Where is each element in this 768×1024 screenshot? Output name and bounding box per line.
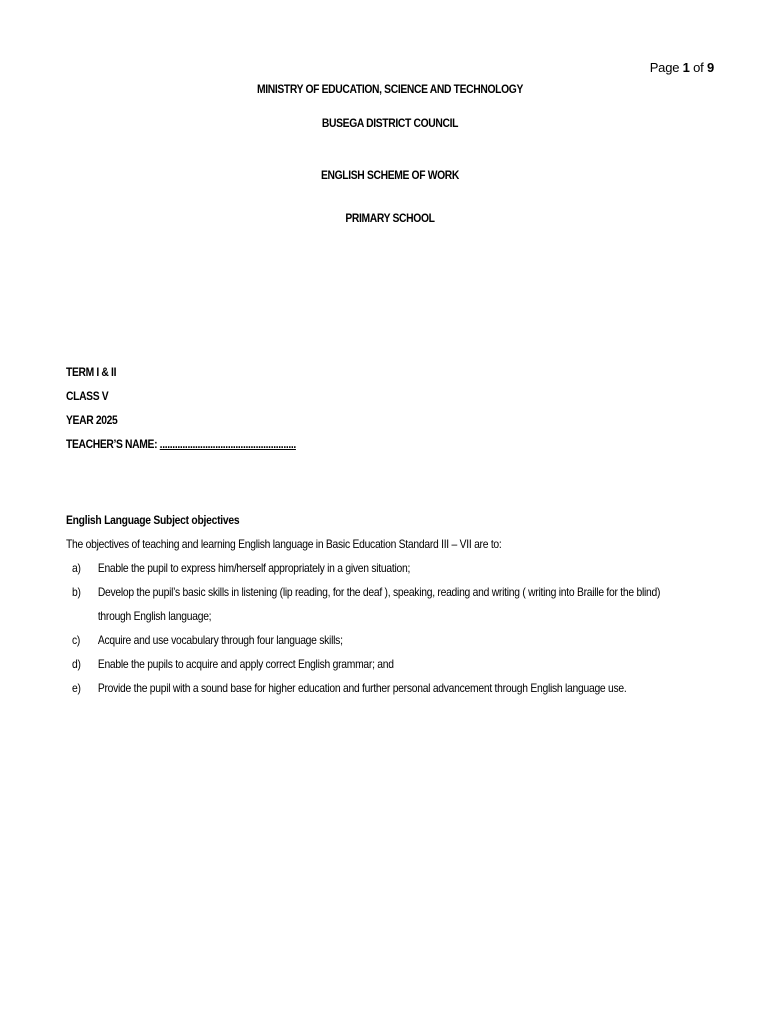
objectives-intro: The objectives of teaching and learning English language in Basic Education Standard III – VII are to: xyxy=(66,537,502,551)
page-number-total: 9 xyxy=(706,60,714,75)
teacher-name-line xyxy=(66,432,296,456)
list-item-marker: e) xyxy=(72,681,81,695)
teacher-name-label: TEACHER’S NAME: xyxy=(66,437,160,451)
page-number xyxy=(650,60,714,75)
year-line: YEAR 2025 xyxy=(66,413,118,427)
list-item-text: Acquire and use vocabulary through four language skills; xyxy=(97,633,343,647)
list-item xyxy=(66,628,685,652)
list-item-text: Enable the pupils to acquire and apply correct English grammar; and xyxy=(97,657,394,671)
list-item-marker: a) xyxy=(72,561,81,575)
objectives-heading: English Language Subject objectives xyxy=(66,513,240,527)
list-item xyxy=(66,580,685,628)
list-item-marker: b) xyxy=(72,585,81,599)
term-line: TERM I & II xyxy=(66,365,117,379)
list-item-text: Enable the pupil to express him/herself appropriately in a given situation; xyxy=(97,561,411,575)
school-title: PRIMARY SCHOOL xyxy=(345,211,435,225)
list-item-marker: d) xyxy=(72,657,81,671)
list-item-text: Develop the pupil’s basic skills in listening (lip reading, for the deaf ), speaking, reading and writing ( writing into Braille for the blind) through English language; xyxy=(97,585,661,623)
list-item xyxy=(66,652,685,676)
class-line: CLASS V xyxy=(66,389,109,403)
list-item-marker: c) xyxy=(72,633,81,647)
ministry-title: MINISTRY OF EDUCATION, SCIENCE AND TECHNOLOGY xyxy=(256,82,524,96)
objectives-list xyxy=(66,556,685,700)
scheme-title: ENGLISH SCHEME OF WORK xyxy=(320,168,460,182)
info-block xyxy=(66,360,296,456)
teacher-name-blank: ...................................................... xyxy=(159,437,296,451)
page-number-prefix: Page xyxy=(649,60,683,75)
page-number-separator: of xyxy=(689,60,707,75)
list-item-text: Provide the pupil with a sound base for higher education and further personal advancement through English language use. xyxy=(97,681,627,695)
list-item xyxy=(66,556,685,580)
council-title: BUSEGA DISTRICT COUNCIL xyxy=(321,116,459,130)
objectives-section xyxy=(66,508,685,700)
page-number-current: 1 xyxy=(682,60,690,75)
list-item xyxy=(66,676,685,700)
